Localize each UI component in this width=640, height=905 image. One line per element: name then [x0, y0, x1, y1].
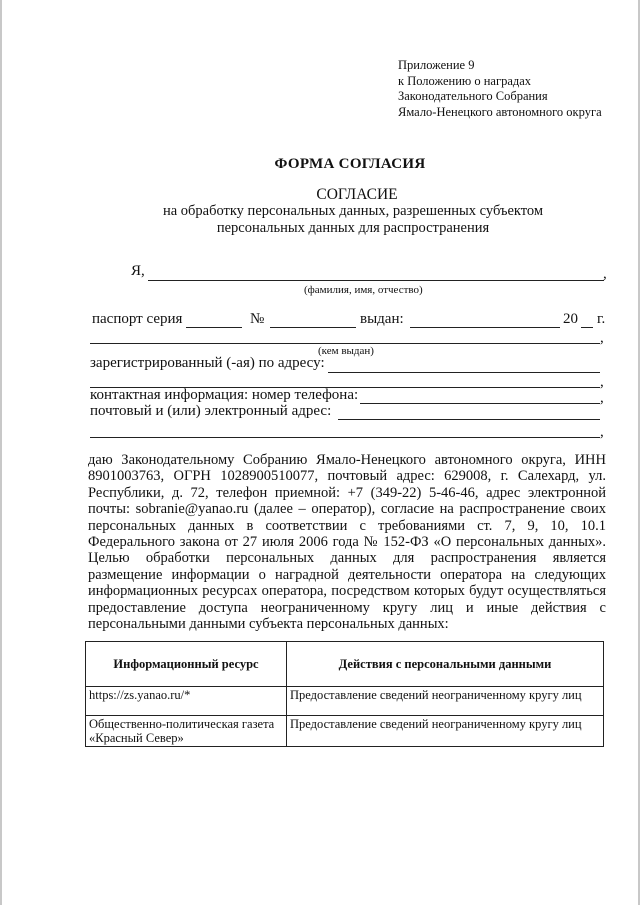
issued-by-field[interactable] [90, 343, 600, 344]
comma: , [603, 266, 607, 282]
email-field[interactable] [338, 419, 600, 420]
resources-table [85, 641, 604, 747]
number-label: № [250, 311, 265, 327]
email-label: почтовый и (или) электронный адрес: [90, 403, 332, 419]
comma: , [600, 424, 604, 440]
issued-by-hint: (кем выдан) [318, 345, 374, 357]
actions-cell: Предоставление сведений неограниченному кругу лиц [287, 716, 604, 747]
table-row [86, 687, 604, 716]
phone-field[interactable] [360, 403, 600, 404]
comma: , [600, 374, 604, 390]
appendix-line: Ямало-Ненецкого автономного округа [398, 104, 602, 119]
resource-cell: Общественно-политическая газета «Красный Север» [86, 716, 287, 747]
form-title: ФОРМА СОГЛАСИЯ [274, 156, 426, 172]
year-suffix: г. [597, 311, 606, 327]
passport-series-label: паспорт серия [92, 311, 183, 327]
comma: , [600, 330, 604, 346]
appendix-line: Приложение 9 [398, 58, 475, 72]
column-header-actions: Действия с персональными данными [287, 642, 604, 687]
appendix-note [398, 58, 602, 120]
subtitle-line: на обработку персональных данных, разрешенных субъектом [162, 203, 544, 219]
address-field[interactable] [328, 372, 600, 373]
fio-hint: (фамилия, имя, отчество) [304, 284, 423, 296]
i-label: Я, [131, 263, 145, 279]
scan-edge-left [0, 0, 2, 905]
passport-series-field[interactable] [186, 327, 242, 328]
subtitle-line: персональных данных для распространения [216, 220, 490, 236]
issued-date-field[interactable] [410, 327, 560, 328]
actions-cell: Предоставление сведений неограниченному кругу лиц [287, 687, 604, 716]
issued-label: выдан: [360, 311, 404, 327]
appendix-line: Законодательного Собрания [398, 89, 548, 103]
year-label: 20 [563, 311, 578, 327]
consent-title: СОГЛАСИЕ [316, 186, 398, 203]
consent-subtitle [0, 203, 640, 237]
appendix-line: к Положению о наградах [398, 73, 532, 88]
consent-body-text: даю Законодательному Собранию Ямало-Ненецкого автономного округа, ИНН 8901003763, ОГРН 1028900510077, почтовый адрес: 629008, г. Салехард, ул. Республики, д. 72, телефон приемной: +7 (349-22) 5-46-46, адрес электронной почты: sobranie@yanao.ru (далее – оператор), согласие на распространение своих персональных данных в соответствии с требованиями ст. 7, 9, 10, 10.1 Федерального закона от 27 июля 2006 года № 152-ФЗ «О персональных данных». Целью обработки персональных данных для распространения является размещение информации о наградной деятельности оператора на следующих информационных ресурсах оператора, посредством которых будут осуществляться предоставление доступа неограниченному кругу лиц и иные действия с персональными данными субъекта персональных данных: [88, 452, 606, 633]
table-header-row [86, 642, 604, 687]
comma: , [600, 390, 604, 406]
address-label: зарегистрированный (-ая) по адресу: [90, 355, 325, 371]
email-field-continued[interactable] [90, 437, 600, 438]
passport-number-field[interactable] [270, 327, 356, 328]
resource-cell: https://zs.yanao.ru/* [86, 687, 287, 716]
fio-field[interactable] [148, 280, 604, 281]
year-field[interactable] [581, 327, 593, 328]
phone-label: контактная информация: номер телефона: [90, 387, 359, 403]
column-header-resource: Информационный ресурс [86, 642, 287, 687]
table-row [86, 716, 604, 747]
